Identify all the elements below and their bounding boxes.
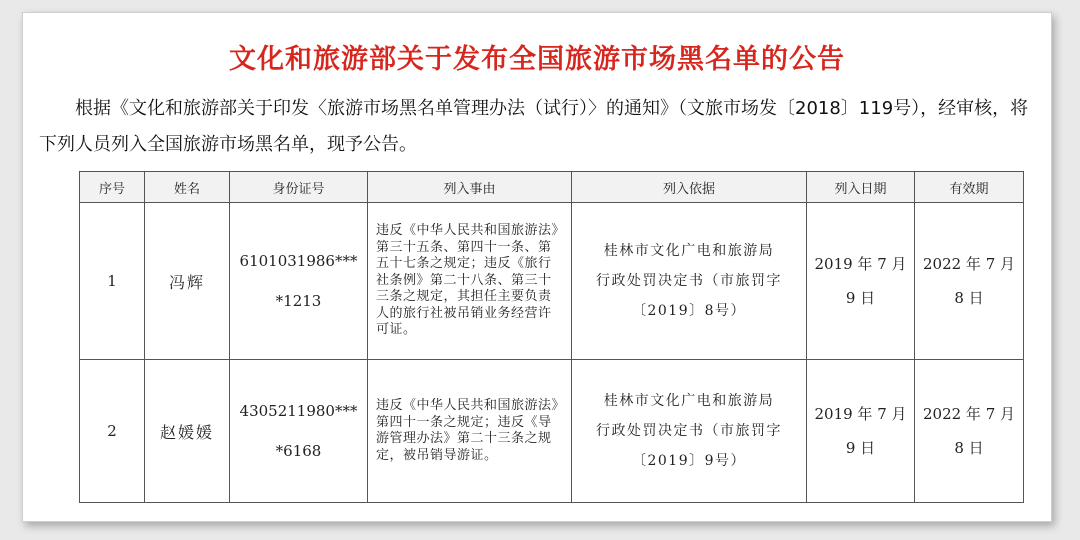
- header-basis: 列入依据: [572, 172, 807, 203]
- valid-part: 8 日: [954, 289, 984, 307]
- id-part2: *6168: [275, 442, 322, 460]
- row-valid: [915, 203, 1024, 360]
- header-date: 列入日期: [807, 172, 915, 203]
- announcement-intro: 根据《文化和旅游部关于印发〈旅游市场黑名单管理办法（试行）〉的通知》（文旅市场发〔2018〕119号），经审核，将下列人员列入全国旅游市场黑名单，现予公告。: [39, 98, 1029, 155]
- table-header-row: [80, 172, 1024, 203]
- row-reason: 违反《中华人民共和国旅游法》第四十一条之规定；违反《导游管理办法》第二十三条之规定，被吊销导游证。: [368, 360, 572, 503]
- row-no: 1: [80, 203, 145, 360]
- row-name: 赵媛媛: [145, 360, 230, 503]
- date-part: 9 日: [845, 289, 876, 307]
- row-name: 冯辉: [145, 203, 230, 360]
- valid-part: 8 日: [954, 439, 984, 457]
- row-basis: [572, 360, 807, 503]
- header-id: 身份证号: [230, 172, 368, 203]
- basis-line: 〔2019〕8号）: [631, 303, 747, 319]
- row-reason: 违反《中华人民共和国旅游法》第三十五条、第四十一条、第五十七条之规定；违反《旅行社条例》第二十八条、第三十三条之规定，其担任主要负责人的旅行社被吊销业务经营许可证。: [368, 203, 572, 360]
- valid-part: 2022 年 7 月: [922, 255, 1016, 273]
- table-row: [80, 203, 1024, 360]
- row-date: [807, 360, 915, 503]
- valid-part: 2022 年 7 月: [922, 405, 1016, 423]
- id-part1: 6101031986***: [239, 252, 358, 270]
- basis-line: 桂林市文化广电和旅游局: [603, 393, 775, 409]
- row-date: [807, 203, 915, 360]
- announcement-card: [22, 12, 1052, 522]
- basis-line: 桂林市文化广电和旅游局: [603, 243, 775, 259]
- announcement-title: 文化和旅游部关于发布全国旅游市场黑名单的公告: [229, 44, 845, 75]
- id-part1: 4305211980***: [239, 402, 358, 420]
- header-reason: 列入事由: [368, 172, 572, 203]
- row-no: 2: [80, 360, 145, 503]
- row-valid: [915, 360, 1024, 503]
- id-part2: *1213: [275, 292, 322, 310]
- row-id: [230, 360, 368, 503]
- basis-line: 行政处罚决定书（市旅罚字: [596, 273, 782, 289]
- date-part: 2019 年 7 月: [814, 405, 907, 423]
- header-name: 姓名: [145, 172, 230, 203]
- header-no: 序号: [80, 172, 145, 203]
- date-part: 2019 年 7 月: [814, 255, 907, 273]
- date-part: 9 日: [845, 439, 876, 457]
- basis-line: 〔2019〕9号）: [631, 453, 747, 469]
- blacklist-table: [79, 171, 1024, 503]
- row-id: [230, 203, 368, 360]
- row-basis: [572, 203, 807, 360]
- table-row: [80, 360, 1024, 503]
- header-valid: 有效期: [915, 172, 1024, 203]
- basis-line: 行政处罚决定书（市旅罚字: [596, 423, 782, 439]
